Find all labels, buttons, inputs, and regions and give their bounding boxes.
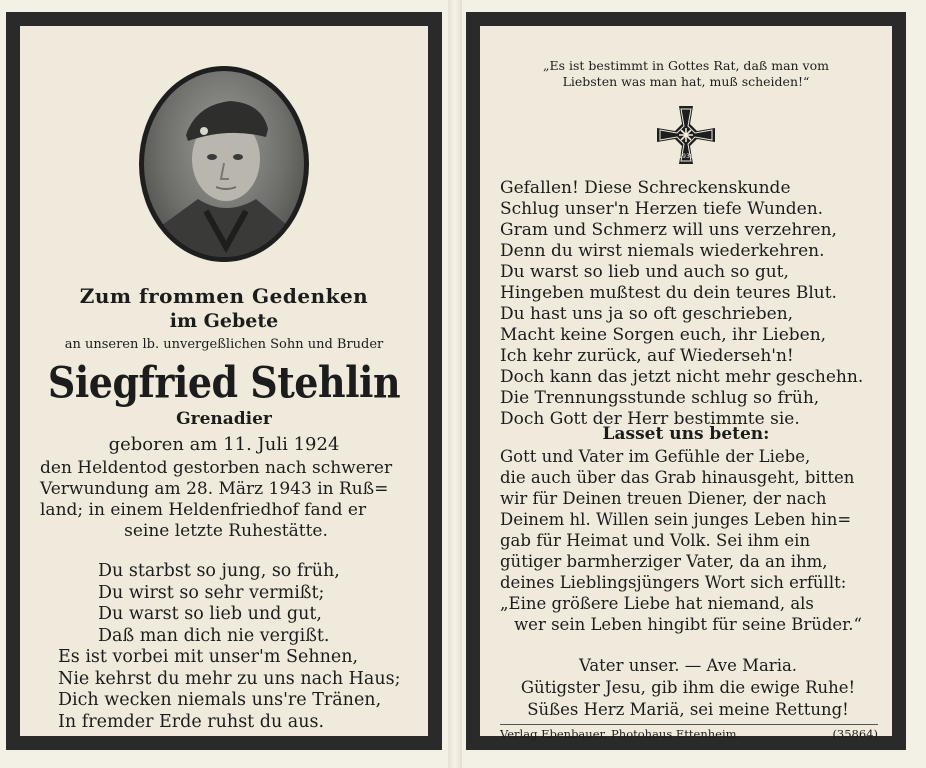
verse-line: Du starbst so jung, so früh, — [98, 561, 340, 581]
verse-line: Dich wecken niemals uns're Tränen, — [58, 690, 382, 710]
poem-line: Die Trennungsstunde schlug so früh, — [500, 388, 820, 408]
poem-line: Doch kann das jetzt nicht mehr geschehn. — [500, 367, 864, 387]
publisher-imprint — [500, 724, 878, 741]
prayer-heading: Lasset uns beten: — [602, 424, 770, 444]
poem-line: Hingeben mußtest du dein teures Blut. — [500, 283, 837, 303]
prayer-line: gab für Heimat und Volk. Sei ihm ein — [500, 531, 811, 550]
death-notice-line: den Heldentod gestorben nach schwerer — [40, 458, 393, 478]
poem-line: Gram und Schmerz will uns verzehren, — [500, 220, 837, 240]
prayer-text — [500, 446, 876, 635]
verse-line: Daß man dich nie vergißt. — [98, 625, 330, 646]
poem-line: Du hast uns ja so oft geschrieben, — [500, 304, 794, 324]
military-rank: Grenadier — [176, 409, 272, 429]
soldier-portrait-illustration — [144, 71, 304, 257]
memorial-poem — [500, 178, 876, 430]
death-notice-line: land; in einem Heldenfriedhof fand er — [40, 500, 367, 520]
closing-invocation: Süßes Herz Mariä, sei meine Rettung! — [527, 700, 849, 719]
poem-line: Ich kehr zurück, auf Wiederseh'n! — [500, 346, 794, 366]
dedication-line: an unseren lb. unvergeßlichen Sohn und Bruder — [64, 337, 384, 352]
poem-line: Du warst so lieb und auch so gut, — [500, 262, 789, 282]
prayer-line: Deinem hl. Willen sein junges Leben hin= — [500, 510, 852, 529]
poem-line: Schlug unser'n Herzen tiefe Wunden. — [500, 199, 824, 219]
prayer-line: gütiger barmherziger Vater, da an ihm, — [500, 552, 828, 571]
right-card — [480, 26, 892, 741]
memorial-heading: Zum frommen Gedenken — [79, 284, 369, 308]
poem-line: Denn du wirst niemals wiederkehren. — [500, 241, 825, 261]
portrait-photo — [144, 71, 304, 257]
prayer-line: deines Lieblingsjüngers Wort sich erfüllt: — [500, 573, 847, 592]
quote-line: Liebsten was man hat, muß scheiden!“ — [562, 74, 810, 89]
memorial-subheading: im Gebete — [169, 310, 279, 332]
death-notice-line: seine letzte Ruhestätte. — [124, 521, 328, 541]
left-card-border — [6, 12, 442, 750]
prayer-line: die auch über das Grab hinausgeht, bitten — [500, 468, 855, 487]
verse-two — [58, 647, 428, 733]
poem-line: Gefallen! Diese Schreckenskunde — [500, 178, 791, 198]
closing-invocation: Gütigster Jesu, gib ihm die ewige Ruhe! — [520, 678, 856, 697]
verse-line: Du warst so lieb und gut, — [98, 604, 322, 624]
death-notice-line: Verwundung am 28. März 1943 in Ruß= — [40, 479, 389, 499]
death-notice — [40, 458, 412, 542]
verse-line: Nie kehrst du mehr zu uns nach Haus; — [58, 668, 401, 689]
right-card-border — [466, 12, 906, 750]
prayer-line: „Eine größere Liebe hat niemand, als — [500, 594, 814, 613]
poem-line: Macht keine Sorgen euch, ihr Lieben, — [500, 325, 827, 345]
iron-cross-icon — [655, 104, 717, 166]
prayer-line: wer sein Leben hingibt für seine Brüder.“ — [514, 615, 862, 634]
opening-quote — [500, 58, 872, 90]
publisher-name: Verlag Ebenbauer, Photohaus Ettenheim. — [500, 727, 741, 741]
quote-line: „Es ist bestimmt in Gottes Rat, daß man vom — [543, 58, 829, 73]
verse-line: Du wirst so sehr vermißt; — [98, 582, 325, 603]
print-number: (35864) — [832, 727, 878, 741]
closing-prayer: Vater unser. — Ave Maria. — [578, 656, 798, 675]
verse-line: In fremder Erde ruhst du aus. — [58, 711, 325, 732]
left-card — [20, 26, 428, 736]
prayer-line: Gott und Vater im Gefühle der Liebe, — [500, 447, 811, 466]
birth-date: geboren am 11. Juli 1924 — [108, 434, 340, 455]
poem-line: Doch Gott der Herr bestimmte sie. — [500, 409, 800, 429]
portrait-frame — [139, 66, 309, 262]
prayer-line: wir für Deinen treuen Diener, der nach — [500, 489, 827, 508]
verse-one — [98, 561, 428, 647]
verse-line: Es ist vorbei mit unser'm Sehnen, — [58, 647, 359, 667]
card-fold — [448, 0, 462, 768]
deceased-name: Siegfried Stehlin — [47, 357, 401, 408]
cross-year: 1939 — [678, 153, 694, 160]
